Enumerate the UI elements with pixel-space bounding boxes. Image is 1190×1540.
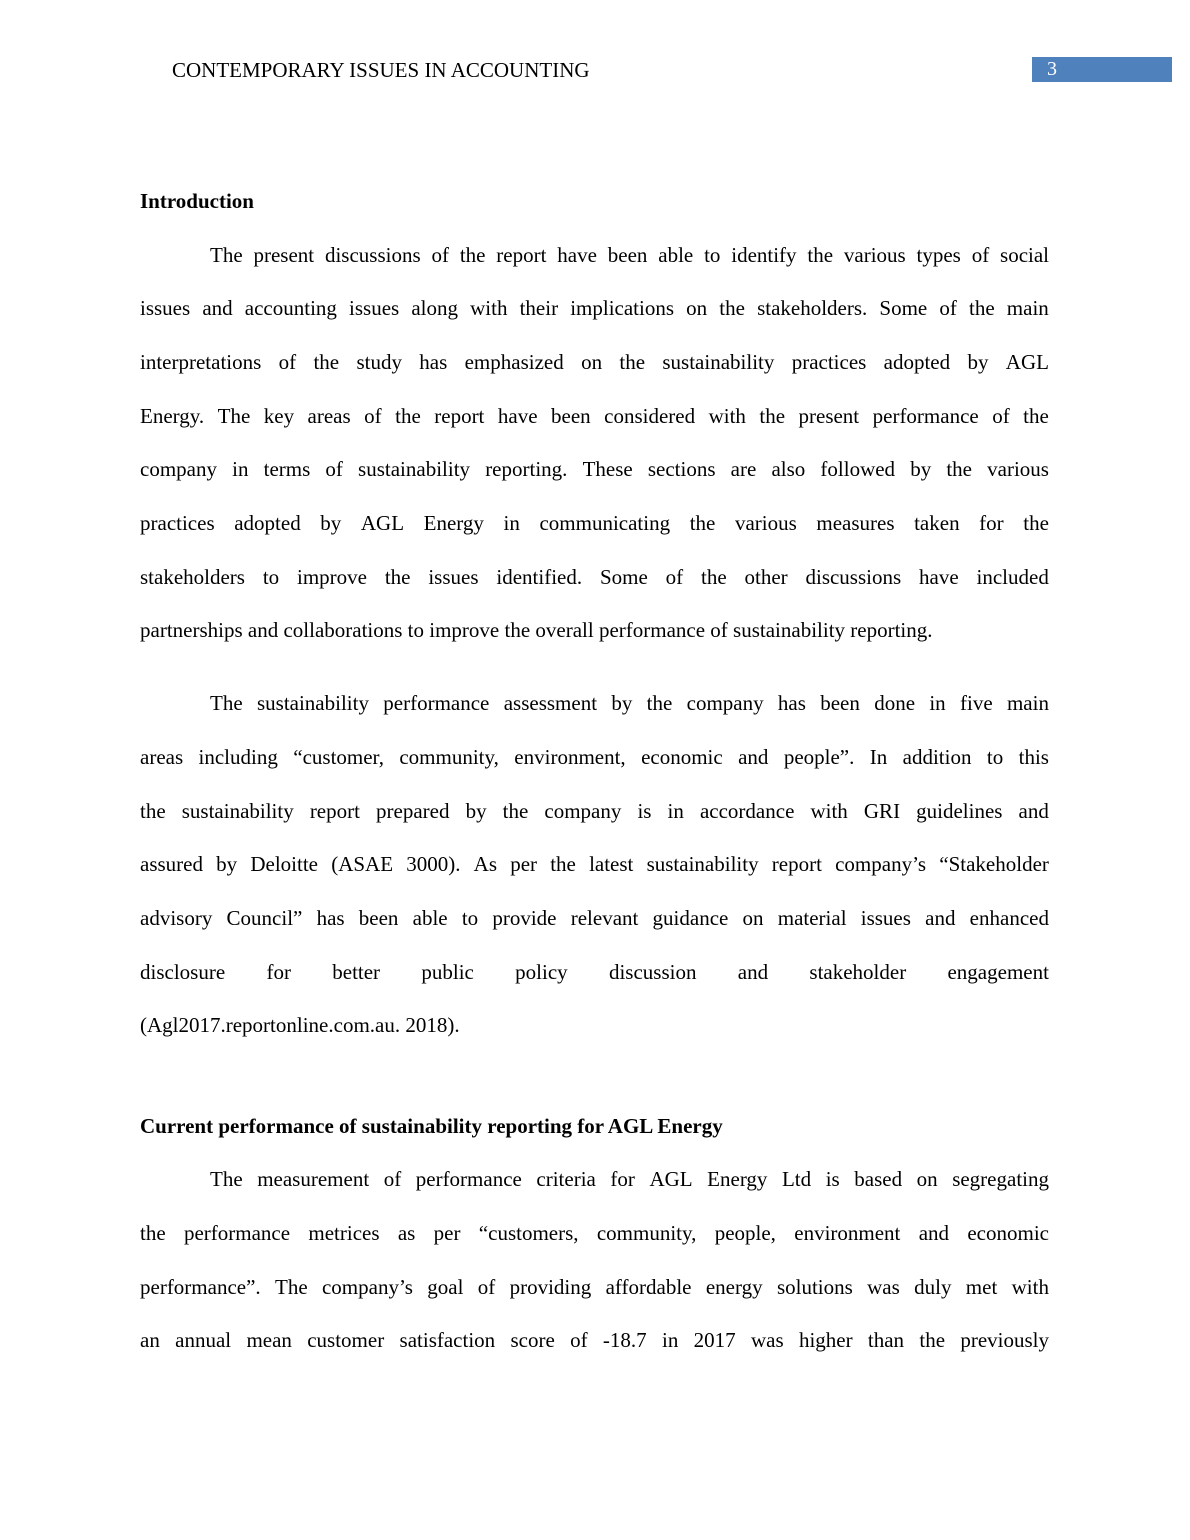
paragraph-line-last bbox=[140, 1012, 1049, 1038]
paragraph-line bbox=[140, 295, 1049, 321]
page-number-band bbox=[1032, 57, 1172, 82]
word: with bbox=[1011, 1275, 1049, 1299]
word: terms bbox=[263, 457, 311, 481]
paragraph-line bbox=[140, 744, 1049, 770]
word: sustainability bbox=[256, 691, 369, 715]
word: the bbox=[689, 511, 716, 535]
word: adopted bbox=[234, 511, 301, 535]
word: has bbox=[419, 350, 448, 374]
word: communicating bbox=[539, 511, 671, 535]
word: Council” bbox=[226, 906, 303, 930]
word: also bbox=[771, 457, 806, 481]
word: than bbox=[867, 1328, 905, 1352]
word: the bbox=[384, 565, 411, 589]
word: sustainability bbox=[358, 457, 471, 481]
word: company bbox=[140, 457, 217, 481]
word: practices bbox=[140, 511, 215, 535]
word: the bbox=[502, 799, 529, 823]
word: in bbox=[667, 799, 684, 823]
word: people, bbox=[714, 1221, 776, 1245]
paragraph-line bbox=[210, 690, 1049, 716]
word: main bbox=[1006, 691, 1049, 715]
word: for bbox=[610, 1167, 635, 1191]
word: of bbox=[477, 1275, 496, 1299]
section-heading-introduction bbox=[140, 188, 1049, 214]
word: of bbox=[383, 1167, 402, 1191]
word: guidance bbox=[652, 906, 729, 930]
word: satisfaction bbox=[399, 1328, 496, 1352]
word: -18.7 bbox=[602, 1328, 647, 1352]
word: to bbox=[262, 565, 280, 589]
word: on bbox=[686, 296, 708, 320]
word: is bbox=[637, 799, 652, 823]
word: the bbox=[1023, 404, 1049, 428]
word: by bbox=[611, 691, 633, 715]
word: the bbox=[759, 404, 786, 428]
word: of bbox=[971, 243, 990, 267]
word: study bbox=[356, 350, 402, 374]
word: report bbox=[496, 243, 547, 267]
word: in bbox=[503, 511, 520, 535]
word: the bbox=[946, 457, 972, 481]
word: disclosure bbox=[140, 960, 226, 984]
word: of bbox=[364, 404, 382, 428]
word: various bbox=[843, 243, 906, 267]
word: by bbox=[910, 457, 932, 481]
word: issues bbox=[428, 565, 479, 589]
word: (ASAE bbox=[331, 852, 394, 876]
word: based bbox=[854, 1167, 903, 1191]
word: in bbox=[232, 457, 249, 481]
word: goal bbox=[427, 1275, 464, 1299]
word: These bbox=[582, 457, 633, 481]
word: the bbox=[719, 296, 745, 320]
word: assessment bbox=[503, 691, 598, 715]
word: areas bbox=[140, 745, 184, 769]
word: performance bbox=[183, 1221, 291, 1245]
word: the bbox=[1023, 511, 1049, 535]
word: this bbox=[1018, 745, 1049, 769]
word: performance bbox=[415, 1167, 522, 1191]
word: measurement bbox=[257, 1167, 370, 1191]
word: people”. bbox=[783, 745, 855, 769]
word: discussions bbox=[324, 243, 421, 267]
heading-text: Introduction bbox=[140, 189, 254, 213]
word: sustainability bbox=[662, 350, 775, 374]
word: have bbox=[919, 565, 959, 589]
paragraph-line bbox=[140, 1327, 1049, 1353]
word: able bbox=[412, 906, 448, 930]
word: the bbox=[807, 243, 834, 267]
word: of bbox=[992, 404, 1010, 428]
word: As bbox=[473, 852, 498, 876]
word: enhanced bbox=[969, 906, 1049, 930]
word: In bbox=[869, 745, 888, 769]
word: report bbox=[309, 799, 360, 823]
word: of bbox=[570, 1328, 588, 1352]
word: guidelines bbox=[916, 799, 1003, 823]
word: “customer, bbox=[293, 745, 384, 769]
word: and bbox=[1018, 799, 1049, 823]
word: identify bbox=[731, 243, 797, 267]
word: to bbox=[986, 745, 1004, 769]
paragraph-line bbox=[140, 798, 1049, 824]
word: energy bbox=[705, 1275, 763, 1299]
word: by bbox=[216, 852, 238, 876]
word: on bbox=[581, 350, 603, 374]
word: on bbox=[742, 906, 764, 930]
word: was bbox=[867, 1275, 900, 1299]
word: performance”. bbox=[140, 1275, 261, 1299]
word: have bbox=[557, 243, 597, 267]
word: performance bbox=[383, 691, 490, 715]
word: the bbox=[395, 404, 421, 428]
word: able bbox=[658, 243, 694, 267]
paragraph-line bbox=[140, 1220, 1049, 1246]
word: economic bbox=[967, 1221, 1049, 1245]
word: are bbox=[730, 457, 757, 481]
word: better bbox=[332, 960, 381, 984]
word: sections bbox=[647, 457, 716, 481]
word: accounting bbox=[244, 296, 337, 320]
paragraph-line bbox=[140, 905, 1049, 931]
word: types bbox=[916, 243, 961, 267]
word: been bbox=[820, 691, 860, 715]
word: The bbox=[210, 1167, 243, 1191]
word: company bbox=[686, 691, 764, 715]
word: by bbox=[320, 511, 342, 535]
word: present bbox=[798, 404, 860, 428]
word: key bbox=[263, 404, 295, 428]
word: done bbox=[874, 691, 916, 715]
word: and bbox=[918, 1221, 950, 1245]
word: report bbox=[434, 404, 485, 428]
word: improve bbox=[297, 565, 367, 589]
word: has bbox=[316, 906, 345, 930]
word: The bbox=[217, 404, 251, 428]
word: performance bbox=[872, 404, 979, 428]
word: of bbox=[665, 565, 684, 589]
word: present bbox=[253, 243, 315, 267]
word: identified. bbox=[496, 565, 583, 589]
word: for bbox=[979, 511, 1004, 535]
word: solutions bbox=[776, 1275, 853, 1299]
line-text: partnerships and collaborations to improve the overall performance of sustainability reporting. bbox=[140, 618, 933, 642]
word: “Stakeholder bbox=[939, 852, 1049, 876]
word: social bbox=[1000, 243, 1049, 267]
word: measures bbox=[816, 511, 895, 535]
word: Some bbox=[599, 565, 648, 589]
word: of bbox=[325, 457, 343, 481]
word: company’s bbox=[321, 1275, 413, 1299]
word: to bbox=[461, 906, 479, 930]
word: segregating bbox=[952, 1167, 1049, 1191]
word: issues bbox=[140, 296, 191, 320]
word: the bbox=[313, 350, 340, 374]
word: has bbox=[777, 691, 806, 715]
line-text: (Agl2017.reportonline.com.au. 2018). bbox=[140, 1013, 460, 1037]
word: and bbox=[925, 906, 956, 930]
word: metrices bbox=[308, 1221, 380, 1245]
word: with bbox=[810, 799, 848, 823]
word: of bbox=[431, 243, 449, 267]
word: implications bbox=[570, 296, 675, 320]
word: with bbox=[708, 404, 746, 428]
word: discussions bbox=[805, 565, 902, 589]
paragraph-line bbox=[140, 510, 1049, 536]
paragraph-line bbox=[140, 564, 1049, 590]
word: in bbox=[661, 1328, 679, 1352]
word: previously bbox=[960, 1328, 1049, 1352]
word: as bbox=[397, 1221, 416, 1245]
word: material bbox=[777, 906, 847, 930]
word: by bbox=[967, 350, 989, 374]
word: 2017 bbox=[693, 1328, 736, 1352]
word: followed bbox=[820, 457, 896, 481]
word: their bbox=[519, 296, 559, 320]
word: stakeholder bbox=[809, 960, 907, 984]
word: reporting. bbox=[485, 457, 568, 481]
word: practices bbox=[791, 350, 867, 374]
word: higher bbox=[798, 1328, 853, 1352]
word: latest bbox=[589, 852, 634, 876]
word: The bbox=[275, 1275, 308, 1299]
word: the bbox=[459, 243, 486, 267]
word: in bbox=[929, 691, 946, 715]
paragraph-line bbox=[210, 1166, 1049, 1192]
word: Ltd bbox=[781, 1167, 812, 1191]
word: policy bbox=[515, 960, 568, 984]
word: with bbox=[470, 296, 508, 320]
word: The bbox=[210, 243, 243, 267]
word: various bbox=[734, 511, 797, 535]
word: economic bbox=[641, 745, 723, 769]
word: company’s bbox=[835, 852, 927, 876]
word: community, bbox=[399, 745, 499, 769]
word: AGL bbox=[649, 1167, 693, 1191]
word: and bbox=[738, 745, 769, 769]
word: adopted bbox=[883, 350, 951, 374]
word: met bbox=[965, 1275, 998, 1299]
word: per bbox=[510, 852, 538, 876]
word: issues bbox=[349, 296, 400, 320]
word: on bbox=[916, 1167, 938, 1191]
word: an bbox=[140, 1328, 160, 1352]
word: Deloitte bbox=[250, 852, 319, 876]
word: the bbox=[550, 852, 576, 876]
word: accordance bbox=[699, 799, 795, 823]
word: report bbox=[771, 852, 822, 876]
word: the bbox=[140, 1221, 166, 1245]
word: the bbox=[619, 350, 646, 374]
word: mean bbox=[246, 1328, 292, 1352]
running-header-title: CONTEMPORARY ISSUES IN ACCOUNTING bbox=[172, 58, 590, 82]
word: the bbox=[969, 296, 995, 320]
word: 3000). bbox=[406, 852, 461, 876]
word: of bbox=[939, 296, 957, 320]
word: and bbox=[737, 960, 769, 984]
word: environment, bbox=[514, 745, 626, 769]
word: was bbox=[750, 1328, 784, 1352]
word: been bbox=[358, 906, 399, 930]
word: areas bbox=[307, 404, 351, 428]
paragraph-line bbox=[140, 1274, 1049, 1300]
word: prepared bbox=[376, 799, 450, 823]
word: along bbox=[411, 296, 458, 320]
paragraph-line bbox=[140, 959, 1049, 985]
word: score bbox=[510, 1328, 555, 1352]
word: providing bbox=[509, 1275, 592, 1299]
word: engagement bbox=[947, 960, 1049, 984]
word: and bbox=[202, 296, 233, 320]
section-heading-current-performance bbox=[140, 1113, 1049, 1139]
word: is bbox=[825, 1167, 840, 1191]
word: “customers, bbox=[478, 1221, 579, 1245]
word: per bbox=[433, 1221, 461, 1245]
word: been bbox=[607, 243, 648, 267]
word: been bbox=[551, 404, 591, 428]
word: criteria bbox=[536, 1167, 596, 1191]
paragraph-line bbox=[210, 242, 1049, 268]
word: provide bbox=[492, 906, 557, 930]
word: five bbox=[960, 691, 993, 715]
word: environment bbox=[794, 1221, 901, 1245]
word: company bbox=[544, 799, 622, 823]
word: discussion bbox=[608, 960, 697, 984]
word: for bbox=[266, 960, 291, 984]
word: have bbox=[497, 404, 538, 428]
paragraph-line bbox=[140, 403, 1049, 429]
word: customer bbox=[307, 1328, 385, 1352]
word: Energy. bbox=[140, 404, 205, 428]
word: advisory bbox=[140, 906, 213, 930]
word: The bbox=[210, 691, 243, 715]
word: addition bbox=[902, 745, 972, 769]
word: main bbox=[1006, 296, 1049, 320]
word: Some bbox=[879, 296, 928, 320]
word: the bbox=[646, 691, 673, 715]
word: assured bbox=[140, 852, 203, 876]
word: to bbox=[704, 243, 721, 267]
word: other bbox=[744, 565, 788, 589]
paragraph-line bbox=[140, 851, 1049, 877]
word: emphasized bbox=[464, 350, 564, 374]
word: Energy bbox=[423, 511, 484, 535]
word: the bbox=[700, 565, 727, 589]
word: GRI bbox=[863, 799, 901, 823]
paragraph-line bbox=[140, 349, 1049, 375]
word: AGL bbox=[360, 511, 405, 535]
word: by bbox=[465, 799, 487, 823]
word: duly bbox=[914, 1275, 952, 1299]
word: of bbox=[278, 350, 297, 374]
word: Energy bbox=[707, 1167, 768, 1191]
word: AGL bbox=[1005, 350, 1049, 374]
word: stakeholders bbox=[140, 565, 245, 589]
word: stakeholders. bbox=[757, 296, 868, 320]
word: annual bbox=[175, 1328, 232, 1352]
word: the bbox=[140, 799, 166, 823]
word: the bbox=[919, 1328, 946, 1352]
word: public bbox=[421, 960, 474, 984]
word: affordable bbox=[605, 1275, 692, 1299]
word: various bbox=[987, 457, 1049, 481]
word: sustainability bbox=[646, 852, 759, 876]
word: sustainability bbox=[181, 799, 294, 823]
heading-text: Current performance of sustainability reporting for AGL Energy bbox=[140, 1114, 723, 1138]
page-number: 3 bbox=[1047, 58, 1057, 80]
paragraph-line-last bbox=[140, 617, 1049, 643]
word: included bbox=[976, 565, 1049, 589]
word: taken bbox=[914, 511, 960, 535]
word: issues bbox=[860, 906, 911, 930]
word: interpretations bbox=[140, 350, 262, 374]
paragraph-line bbox=[140, 456, 1049, 482]
word: considered bbox=[604, 404, 696, 428]
word: including bbox=[198, 745, 278, 769]
word: relevant bbox=[570, 906, 639, 930]
word: community, bbox=[596, 1221, 697, 1245]
